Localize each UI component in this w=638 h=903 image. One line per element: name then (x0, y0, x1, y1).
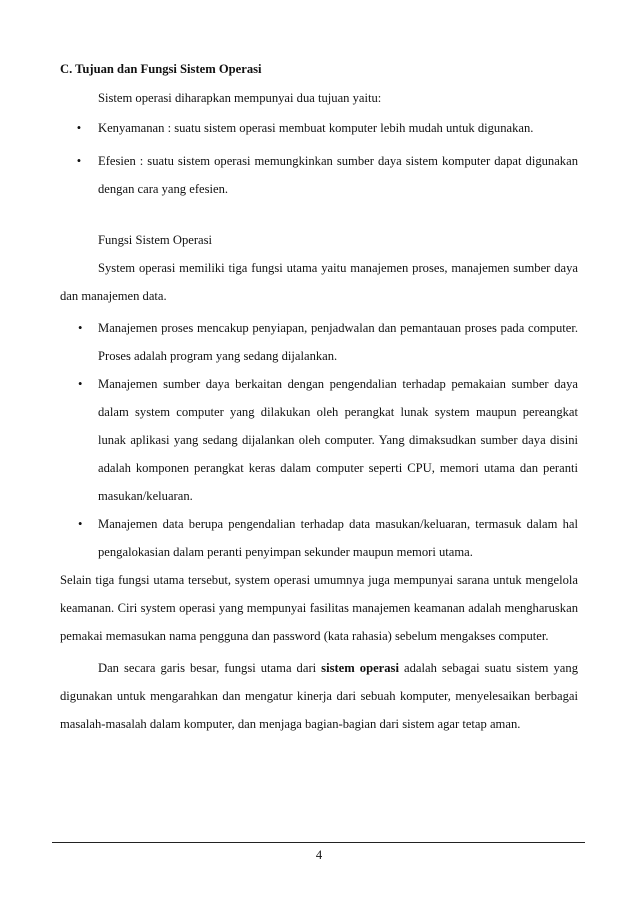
goal-text: Kenyamanan : suatu sistem operasi membuat komputer lebih mudah untuk digunakan. (98, 121, 534, 135)
function-text: Manajemen data berupa pengendalian terhadap data masukan/keluaran, termasuk dalam hal pengalokasian dalam peranti penyimpan sekunder maupun memori utama. (98, 517, 578, 559)
goal-item-efficient (60, 147, 578, 203)
footer-divider (52, 842, 585, 843)
security-paragraph: Selain tiga fungsi utama tersebut, system operasi umumnya juga mempunyai sarana untuk mengelola keamanan. Ciri system operasi yang mempunyai fasilitas manajemen keamanan adalah mengharuskan pemakai memasukan nama pengguna dan password (kata rahasia) sebelum mengakses computer. (60, 573, 578, 643)
goal-item-comfort (60, 114, 578, 142)
section-title: C. Tujuan dan Fungsi Sistem Operasi (60, 62, 262, 76)
conclusion-bold-term: sistem operasi (321, 661, 399, 675)
goals-list (60, 114, 578, 203)
bullet-icon: • (76, 121, 82, 135)
goals-section (60, 84, 578, 203)
function-item-data (60, 510, 578, 566)
conclusion-before: Dan secara garis besar, fungsi utama dari (98, 661, 322, 675)
goal-text: Efesien : suatu sistem operasi memungkinkan sumber daya sistem komputer dapat digunakan dengan cara yang efesien. (98, 154, 578, 196)
bullet-icon: • (78, 321, 83, 335)
bullet-icon: • (78, 377, 83, 391)
bullet-icon: • (76, 154, 82, 168)
functions-section (60, 226, 578, 738)
bullet-icon: • (78, 517, 83, 531)
functions-intro: System operasi memiliki tiga fungsi utama yaitu manajemen proses, manajemen sumber daya dan manajemen data. (60, 261, 578, 303)
goals-intro: Sistem operasi diharapkan mempunyai dua tujuan yaitu: (98, 91, 382, 105)
conclusion-after: adalah sebagai suatu sistem yang digunakan untuk mengarahkan dan mengatur kinerja dari sebuah komputer, menyelesaikan berbagai masalah-masalah dalam komputer, dan menjaga bagian-bagian dari sistem agar tetap aman. (60, 661, 578, 731)
conclusion-paragraph (60, 654, 578, 738)
function-text: Manajemen proses mencakup penyiapan, penjadwalan dan pemantauan proses pada computer. Proses adalah program yang sedang dijalankan. (98, 321, 578, 363)
function-item-resource (60, 370, 578, 510)
functions-list (60, 314, 578, 566)
page-number: 4 (315, 848, 323, 862)
function-item-process (60, 314, 578, 370)
function-text: Manajemen sumber daya berkaitan dengan pengendalian terhadap pemakaian sumber daya dalam system computer yang dilakukan oleh perangkat lunak system maupun pereangkat lunak aplikasi yang sedang dijalankan oleh computer. Yang dimaksudkan sumber daya disini adalah komponen perangkat keras dalam computer seperti CPU, memori utama dan peranti masukan/keluaran. (98, 377, 578, 503)
functions-heading: Fungsi Sistem Operasi (98, 233, 213, 247)
